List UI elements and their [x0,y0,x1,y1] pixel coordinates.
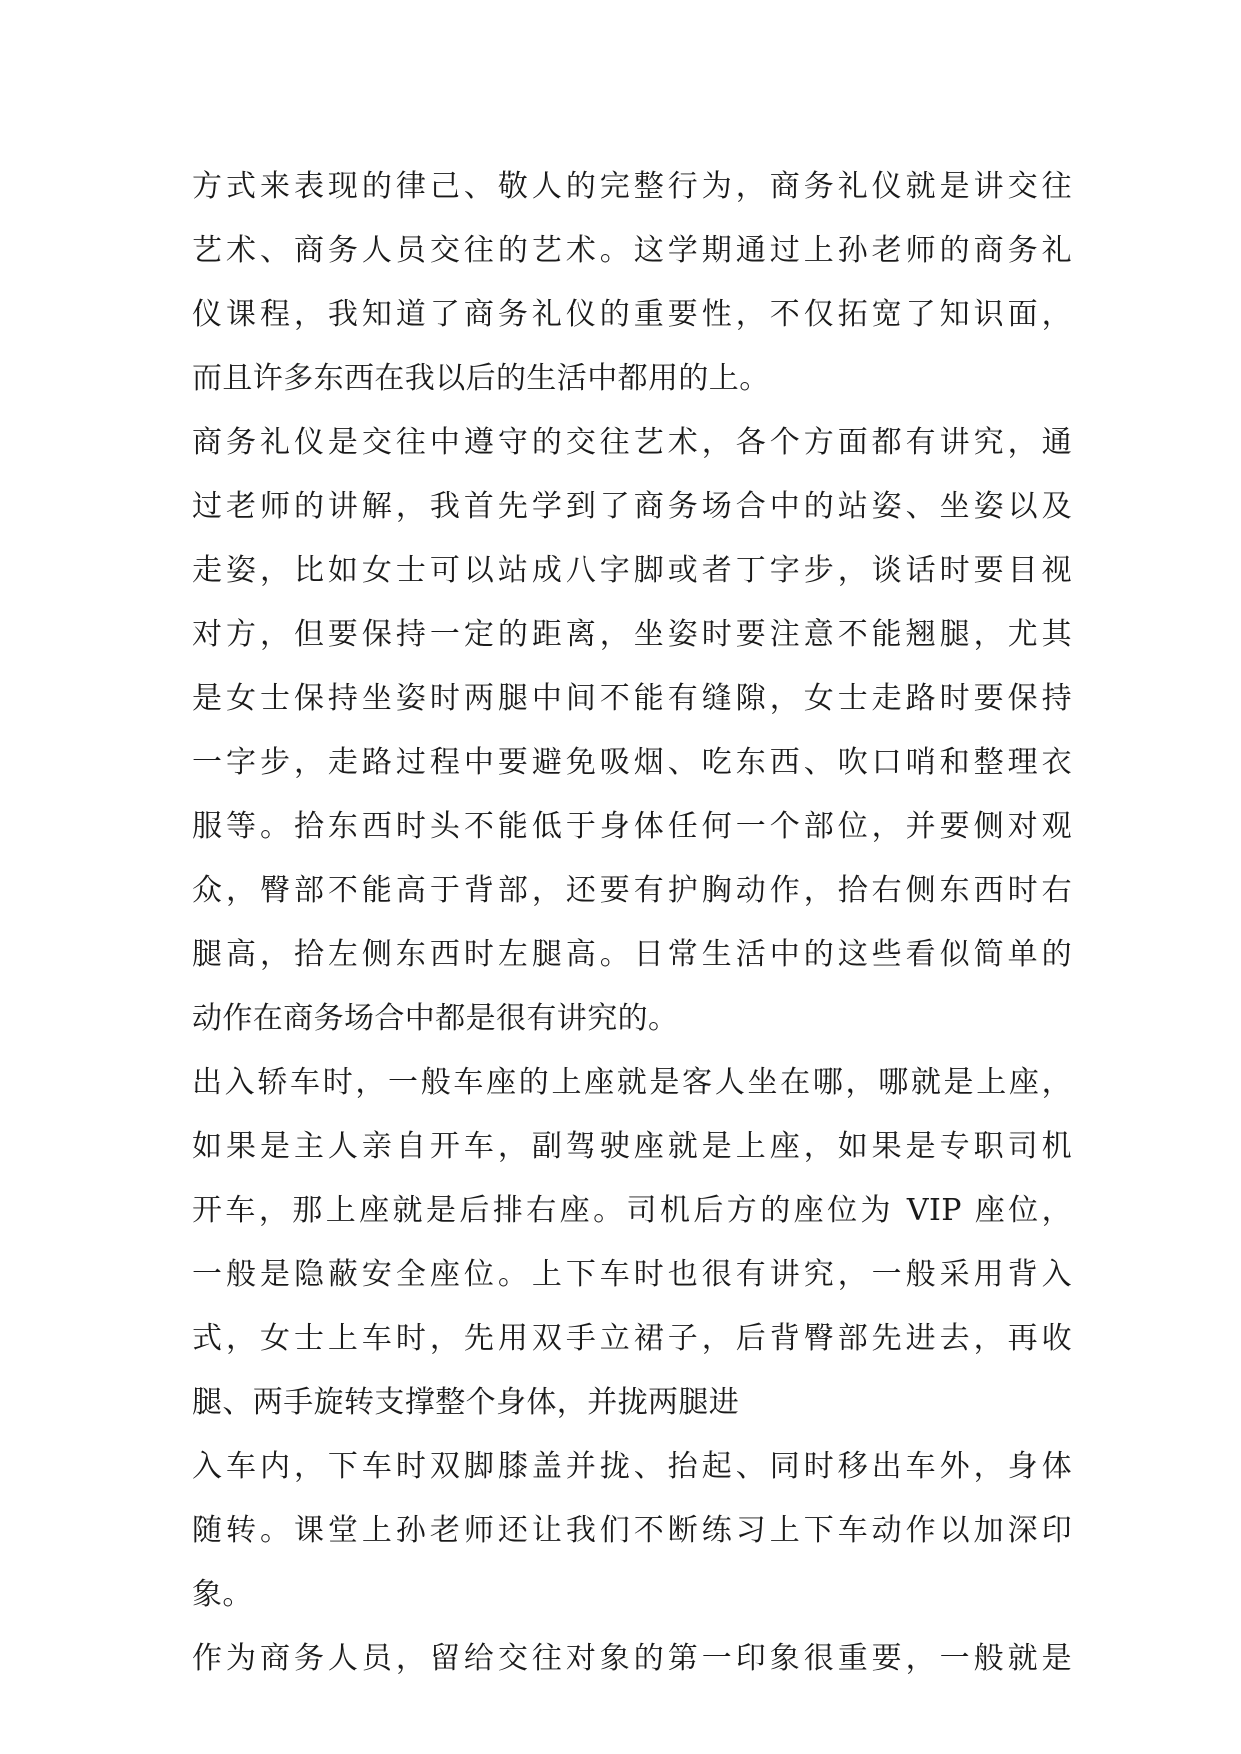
body-text [192,155,1072,1691]
text-line: 走姿，比如女士可以站成八字脚或者丁字步，谈话时要目视 [192,553,1072,588]
text-line: 腿高，拾左侧东西时左腿高。日常生活中的这些看似简单的 [192,937,1072,972]
text-line: 仪课程，我知道了商务礼仪的重要性，不仅拓宽了知识面， [192,297,1072,332]
text-line: 是女士保持坐姿时两腿中间不能有缝隙，女士走路时要保持 [192,681,1072,716]
text-line: 方式来表现的律己、敬人的完整行为，商务礼仪就是讲交往 [192,169,1072,204]
text-line: 式，女士上车时，先用双手立裙子，后背臀部先进去，再收 [192,1321,1072,1356]
text-line: 象。 [192,1577,253,1612]
text-line: 一字步，走路过程中要避免吸烟、吃东西、吹口哨和整理衣 [192,745,1072,780]
text-line: 商务礼仪是交往中遵守的交往艺术，各个方面都有讲究，通 [192,425,1072,460]
text-line: 随转。课堂上孙老师还让我们不断练习上下车动作以加深印 [192,1513,1072,1548]
text-line: 腿、两手旋转支撑整个身体，并拢两腿进 [192,1385,740,1420]
text-line: 作为商务人员，留给交往对象的第一印象很重要，一般就是 [192,1641,1072,1676]
text-line: 如果是主人亲自开车，副驾驶座就是上座，如果是专职司机 [192,1129,1072,1164]
text-line: 服等。拾东西时头不能低于身体任何一个部位，并要侧对观 [192,809,1072,844]
text-line: 对方，但要保持一定的距离，坐姿时要注意不能翘腿，尤其 [192,617,1072,652]
text-line: 过老师的讲解，我首先学到了商务场合中的站姿、坐姿以及 [192,489,1072,524]
text-line: 艺术、商务人员交往的艺术。这学期通过上孙老师的商务礼 [192,233,1072,268]
text-line: 入车内，下车时双脚膝盖并拢、抬起、同时移出车外，身体 [192,1449,1072,1484]
text-line: 一般是隐蔽安全座位。上下车时也很有讲究，一般采用背入 [192,1257,1072,1292]
text-line: 而且许多东西在我以后的生活中都用的上。 [192,361,770,396]
text-line: 出入轿车时，一般车座的上座就是客人坐在哪，哪就是上座， [192,1065,1072,1100]
text-line: 众，臀部不能高于背部，还要有护胸动作，拾右侧东西时右 [192,873,1072,908]
text-line: 开车，那上座就是后排右座。司机后方的座位为 VIP 座位， [192,1193,1072,1228]
text-line: 动作在商务场合中都是很有讲究的。 [192,1001,679,1036]
